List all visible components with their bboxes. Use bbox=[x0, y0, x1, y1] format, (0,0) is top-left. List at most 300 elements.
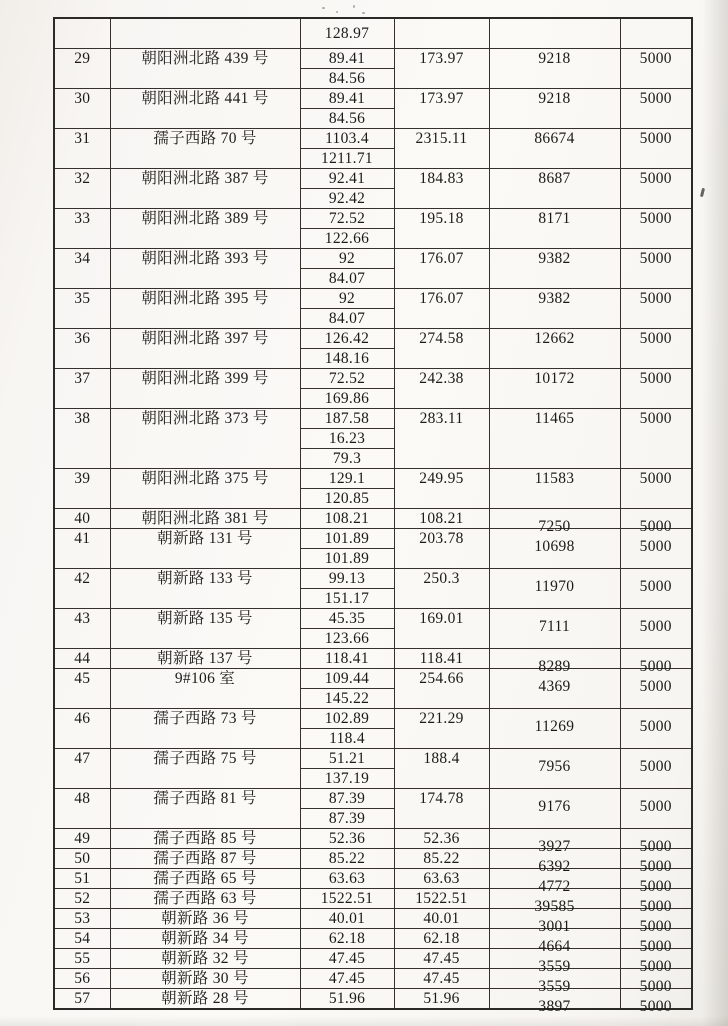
total-cell-text: 47.45 bbox=[423, 969, 460, 987]
row-number-cell-text: 30 bbox=[74, 89, 91, 107]
total-cell bbox=[394, 468, 489, 508]
amount-cell bbox=[489, 18, 620, 48]
row-number-cell-text: 50 bbox=[74, 849, 91, 867]
table-row bbox=[54, 328, 692, 348]
scan-speck bbox=[336, 11, 338, 13]
total-cell-text: 108.21 bbox=[419, 509, 464, 527]
value-cell bbox=[300, 748, 394, 768]
amount-cell-text: 11970 bbox=[534, 577, 575, 595]
value-cell-text: 87.39 bbox=[328, 789, 366, 807]
fee-cell-text: 5000 bbox=[639, 977, 672, 995]
value-cell-text: 1211.71 bbox=[321, 149, 373, 167]
row-number-cell bbox=[54, 968, 110, 988]
table-row bbox=[54, 668, 692, 688]
row-number-cell-text: 43 bbox=[74, 609, 91, 627]
row-number-cell-text: 52 bbox=[74, 889, 91, 907]
address-cell-text: 朝新路 131 号 bbox=[157, 529, 253, 547]
table-row bbox=[54, 948, 692, 968]
value-cell-text: 63.63 bbox=[328, 869, 366, 887]
table-body bbox=[54, 18, 692, 1015]
value-cell-text: 128.97 bbox=[324, 25, 370, 42]
row-number-cell-text: 39 bbox=[74, 469, 91, 487]
address-cell bbox=[110, 788, 300, 828]
value-cell bbox=[300, 568, 394, 588]
row-number-cell bbox=[54, 408, 110, 468]
address-cell bbox=[110, 88, 300, 128]
table-row bbox=[54, 208, 692, 228]
amount-cell-text: 3559 bbox=[538, 977, 571, 995]
value-cell-text: 151.17 bbox=[324, 589, 370, 607]
row-number-cell bbox=[54, 568, 110, 608]
value-cell bbox=[300, 988, 394, 1009]
fee-cell-text: 5000 bbox=[639, 797, 672, 815]
total-cell bbox=[394, 568, 489, 608]
row-number-cell-text: 32 bbox=[74, 169, 91, 187]
total-cell bbox=[394, 608, 489, 648]
address-cell bbox=[110, 608, 300, 648]
row-number-cell bbox=[54, 608, 110, 648]
row-number-cell bbox=[54, 368, 110, 408]
scan-speck bbox=[362, 12, 365, 14]
value-cell bbox=[300, 88, 394, 108]
value-cell bbox=[300, 168, 394, 188]
fee-cell bbox=[620, 608, 692, 648]
fee-cell bbox=[620, 208, 692, 248]
value-cell-text: 92.42 bbox=[328, 189, 366, 207]
address-cell-text: 朝阳洲北路 375 号 bbox=[141, 469, 269, 487]
fee-cell-text: 5000 bbox=[639, 757, 672, 775]
amount-cell bbox=[489, 648, 620, 675]
address-cell bbox=[110, 128, 300, 168]
fee-cell bbox=[620, 88, 692, 128]
address-cell bbox=[110, 948, 300, 968]
value-cell-text: 45.35 bbox=[328, 609, 366, 627]
amount-cell-text: 9382 bbox=[538, 289, 571, 307]
fee-cell bbox=[620, 708, 692, 748]
value-cell bbox=[300, 248, 394, 268]
address-cell-text: 孺子西路 75 号 bbox=[153, 749, 257, 767]
value-cell-text: 52.36 bbox=[328, 829, 366, 847]
row-number-cell bbox=[54, 248, 110, 288]
value-cell bbox=[300, 928, 394, 948]
value-cell-text: 108.21 bbox=[324, 509, 370, 527]
amount-cell bbox=[489, 708, 620, 748]
total-cell bbox=[394, 928, 489, 948]
amount-cell bbox=[489, 128, 620, 168]
fee-cell-text: 5000 bbox=[639, 129, 672, 147]
value-cell-text: 40.01 bbox=[328, 909, 366, 927]
row-number-cell bbox=[54, 528, 110, 568]
address-cell-text: 朝新路 32 号 bbox=[161, 949, 249, 967]
fee-cell-text: 5000 bbox=[639, 89, 672, 107]
row-number-cell bbox=[54, 468, 110, 508]
total-cell bbox=[394, 18, 489, 48]
total-cell-text: 173.97 bbox=[419, 89, 464, 107]
fee-cell-text: 5000 bbox=[639, 209, 672, 227]
value-cell-text: 62.18 bbox=[328, 929, 366, 947]
amount-cell-text: 9382 bbox=[538, 249, 571, 267]
table-row bbox=[54, 888, 692, 908]
value-cell bbox=[300, 148, 394, 168]
amount-cell bbox=[489, 328, 620, 368]
value-cell bbox=[300, 48, 394, 68]
table-row bbox=[54, 168, 692, 188]
value-cell-text: 99.13 bbox=[328, 569, 366, 587]
fee-cell-text: 5000 bbox=[639, 617, 672, 635]
row-number-cell-text: 31 bbox=[74, 129, 91, 147]
address-cell bbox=[110, 368, 300, 408]
address-cell bbox=[110, 888, 300, 908]
row-number-cell bbox=[54, 888, 110, 908]
value-cell-text: 148.16 bbox=[324, 349, 370, 367]
address-cell-text: 朝阳洲北路 381 号 bbox=[141, 509, 269, 527]
total-cell-text: 250.3 bbox=[423, 569, 460, 587]
value-cell-text: 51.96 bbox=[328, 989, 366, 1007]
value-cell bbox=[300, 468, 394, 488]
row-number-cell bbox=[54, 948, 110, 968]
total-cell-text: 51.96 bbox=[423, 989, 460, 1007]
total-cell bbox=[394, 948, 489, 968]
fee-cell-text: 5000 bbox=[639, 409, 672, 427]
value-cell-text: 109.44 bbox=[324, 669, 370, 687]
address-cell-text: 朝阳洲北路 439 号 bbox=[141, 49, 269, 67]
value-cell bbox=[300, 528, 394, 548]
fee-cell-text: 5000 bbox=[639, 329, 672, 347]
amount-cell bbox=[489, 368, 620, 408]
row-number-cell-text: 47 bbox=[74, 749, 91, 767]
table-row bbox=[54, 408, 692, 428]
address-cell bbox=[110, 848, 300, 868]
address-cell bbox=[110, 18, 300, 48]
total-cell-text: 176.07 bbox=[419, 249, 464, 267]
row-number-cell bbox=[54, 128, 110, 168]
total-cell-text: 52.36 bbox=[423, 829, 460, 847]
row-number-cell bbox=[54, 88, 110, 128]
row-number-cell-text: 44 bbox=[74, 649, 91, 667]
address-cell-text: 朝阳洲北路 441 号 bbox=[141, 89, 269, 107]
address-cell-text: 孺子西路 63 号 bbox=[153, 889, 257, 907]
value-cell-text: 72.52 bbox=[328, 369, 366, 387]
amount-cell-text: 86674 bbox=[534, 129, 575, 147]
fee-cell bbox=[620, 328, 692, 368]
fee-cell-text: 5000 bbox=[639, 877, 672, 895]
table-row bbox=[54, 568, 692, 588]
value-cell-text: 89.41 bbox=[328, 89, 366, 107]
total-cell bbox=[394, 848, 489, 868]
total-cell-text: 173.97 bbox=[419, 49, 464, 67]
row-number-cell-text: 45 bbox=[74, 669, 91, 687]
value-cell-text: 84.07 bbox=[328, 309, 366, 327]
total-cell bbox=[394, 528, 489, 568]
value-cell bbox=[300, 828, 394, 848]
address-cell bbox=[110, 908, 300, 928]
value-cell bbox=[300, 188, 394, 208]
table-row bbox=[54, 988, 692, 1009]
row-number-cell bbox=[54, 928, 110, 948]
value-cell-text: 89.41 bbox=[328, 49, 366, 67]
amount-cell-text: 11583 bbox=[534, 469, 575, 487]
address-cell-text: 孺子西路 81 号 bbox=[153, 789, 257, 807]
address-cell bbox=[110, 568, 300, 608]
fee-cell-text: 5000 bbox=[639, 517, 672, 535]
value-cell-text: 1103.4 bbox=[325, 129, 369, 147]
row-number-cell bbox=[54, 988, 110, 1009]
row-number-cell bbox=[54, 788, 110, 828]
value-cell-text: 1522.51 bbox=[320, 889, 374, 907]
table-row bbox=[54, 608, 692, 628]
address-cell-text: 孺子西路 85 号 bbox=[153, 829, 257, 847]
row-number-cell bbox=[54, 48, 110, 88]
total-cell bbox=[394, 328, 489, 368]
row-number-cell bbox=[54, 828, 110, 848]
total-cell bbox=[394, 408, 489, 468]
address-cell bbox=[110, 748, 300, 788]
fee-cell-text: 5000 bbox=[639, 469, 672, 487]
fee-cell-text: 5000 bbox=[639, 917, 672, 935]
table-row bbox=[54, 648, 692, 668]
value-cell-text: 137.19 bbox=[324, 769, 370, 787]
value-cell bbox=[300, 508, 394, 528]
address-cell bbox=[110, 408, 300, 468]
amount-cell bbox=[489, 288, 620, 328]
row-number-cell bbox=[54, 18, 110, 48]
value-cell-text: 129.1 bbox=[328, 469, 366, 487]
address-cell bbox=[110, 648, 300, 668]
value-cell bbox=[300, 18, 394, 48]
total-cell bbox=[394, 868, 489, 888]
amount-cell-text: 9218 bbox=[538, 49, 571, 67]
row-number-cell bbox=[54, 708, 110, 748]
value-cell-text: 102.89 bbox=[324, 709, 370, 727]
value-cell bbox=[300, 728, 394, 748]
fee-cell bbox=[620, 788, 692, 828]
total-cell-text: 40.01 bbox=[423, 909, 460, 927]
amount-cell bbox=[489, 168, 620, 208]
amount-cell-text: 8687 bbox=[538, 169, 571, 187]
value-cell bbox=[300, 968, 394, 988]
fee-cell-text: 5000 bbox=[639, 837, 672, 855]
value-cell bbox=[300, 948, 394, 968]
address-cell-text: 孺子西路 73 号 bbox=[153, 709, 257, 727]
address-cell-text: 朝新路 137 号 bbox=[157, 649, 253, 667]
total-cell-text: 254.66 bbox=[419, 669, 464, 687]
value-cell bbox=[300, 848, 394, 868]
total-cell bbox=[394, 368, 489, 408]
total-cell-text: 195.18 bbox=[419, 209, 464, 227]
address-cell bbox=[110, 868, 300, 888]
row-number-cell bbox=[54, 168, 110, 208]
row-number-cell-text: 51 bbox=[74, 869, 91, 887]
table-row bbox=[54, 828, 692, 848]
table-row bbox=[54, 788, 692, 808]
fee-cell-text: 5000 bbox=[639, 957, 672, 975]
fee-cell bbox=[620, 748, 692, 788]
amount-cell bbox=[489, 248, 620, 288]
value-cell bbox=[300, 208, 394, 228]
fee-cell bbox=[620, 408, 692, 468]
fee-cell bbox=[620, 508, 692, 535]
value-cell bbox=[300, 868, 394, 888]
address-cell-text: 9#106 室 bbox=[174, 669, 236, 687]
address-cell-text: 孺子西路 87 号 bbox=[153, 849, 257, 867]
amount-cell-text: 3001 bbox=[538, 917, 571, 935]
amount-cell-text: 6392 bbox=[538, 857, 571, 875]
amount-cell-text: 7956 bbox=[538, 757, 571, 775]
value-cell-text: 87.39 bbox=[328, 809, 366, 827]
row-number-cell-text: 54 bbox=[74, 929, 91, 947]
scan-speck bbox=[322, 7, 325, 9]
table-row bbox=[54, 88, 692, 108]
amount-cell-text: 9176 bbox=[538, 797, 571, 815]
total-cell-text: 242.38 bbox=[419, 369, 464, 387]
amount-cell bbox=[489, 788, 620, 828]
amount-cell-text: 11465 bbox=[534, 409, 575, 427]
address-cell bbox=[110, 328, 300, 368]
row-number-cell-text: 38 bbox=[74, 409, 91, 427]
total-cell-text: 203.78 bbox=[419, 529, 464, 547]
value-cell-text: 169.86 bbox=[324, 389, 370, 407]
address-cell-text: 朝新路 34 号 bbox=[161, 929, 249, 947]
total-cell bbox=[394, 888, 489, 908]
fee-cell-text: 5000 bbox=[639, 369, 672, 387]
total-cell bbox=[394, 708, 489, 748]
total-cell-text: 221.29 bbox=[419, 709, 464, 727]
total-cell bbox=[394, 988, 489, 1009]
address-cell-text: 朝阳洲北路 397 号 bbox=[141, 329, 269, 347]
row-number-cell-text: 33 bbox=[74, 209, 91, 227]
partial-carryover-row bbox=[54, 18, 692, 48]
value-cell bbox=[300, 328, 394, 348]
total-cell bbox=[394, 668, 489, 708]
amount-cell bbox=[489, 48, 620, 88]
value-cell bbox=[300, 488, 394, 508]
table-row bbox=[54, 968, 692, 988]
value-cell bbox=[300, 228, 394, 248]
address-cell bbox=[110, 508, 300, 528]
total-cell-text: 118.41 bbox=[419, 649, 464, 667]
row-number-cell bbox=[54, 908, 110, 928]
ink-mark bbox=[700, 188, 705, 197]
amount-cell bbox=[489, 208, 620, 248]
total-cell-text: 188.4 bbox=[423, 749, 460, 767]
row-number-cell bbox=[54, 508, 110, 528]
amount-cell bbox=[489, 508, 620, 535]
row-number-cell bbox=[54, 848, 110, 868]
total-cell bbox=[394, 288, 489, 328]
total-cell bbox=[394, 828, 489, 848]
amount-cell bbox=[489, 88, 620, 128]
row-number-cell-text: 55 bbox=[74, 949, 91, 967]
fee-cell-text: 5000 bbox=[639, 249, 672, 267]
address-cell-text: 朝新路 133 号 bbox=[157, 569, 253, 587]
value-cell bbox=[300, 128, 394, 148]
fee-cell bbox=[620, 828, 692, 855]
table-row bbox=[54, 908, 692, 928]
fee-cell-text: 5000 bbox=[639, 657, 672, 675]
address-cell bbox=[110, 468, 300, 508]
address-cell-text: 朝阳洲北路 373 号 bbox=[141, 409, 269, 427]
fee-cell bbox=[620, 568, 692, 608]
address-cell bbox=[110, 668, 300, 708]
value-cell-text: 101.89 bbox=[324, 529, 370, 547]
row-number-cell-text: 35 bbox=[74, 289, 91, 307]
address-cell bbox=[110, 528, 300, 568]
address-cell bbox=[110, 828, 300, 848]
amount-cell-text: 7111 bbox=[538, 617, 571, 635]
table-row bbox=[54, 288, 692, 308]
amount-cell-text: 3897 bbox=[538, 997, 571, 1015]
address-cell-text: 孺子西路 65 号 bbox=[153, 869, 257, 887]
total-cell bbox=[394, 508, 489, 528]
amount-cell-text: 3559 bbox=[538, 957, 571, 975]
value-cell bbox=[300, 768, 394, 788]
address-cell-text: 朝新路 30 号 bbox=[161, 969, 249, 987]
total-cell bbox=[394, 88, 489, 128]
row-number-cell-text: 41 bbox=[74, 529, 91, 547]
value-cell-text: 51.21 bbox=[328, 749, 366, 767]
total-cell-text: 184.83 bbox=[419, 169, 464, 187]
address-cell-text: 朝新路 28 号 bbox=[161, 989, 249, 1007]
amount-cell-text: 3927 bbox=[538, 837, 571, 855]
amount-cell bbox=[489, 748, 620, 788]
value-cell-text: 187.58 bbox=[324, 409, 370, 427]
value-cell bbox=[300, 448, 394, 468]
value-cell-text: 120.85 bbox=[324, 489, 370, 507]
value-cell bbox=[300, 288, 394, 308]
value-cell bbox=[300, 108, 394, 128]
table-row bbox=[54, 508, 692, 528]
amount-cell bbox=[489, 608, 620, 648]
total-cell-text: 85.22 bbox=[423, 849, 460, 867]
value-cell bbox=[300, 348, 394, 368]
amount-cell-text: 11269 bbox=[534, 717, 575, 735]
fee-cell-text: 5000 bbox=[639, 997, 672, 1015]
fee-cell-text: 5000 bbox=[639, 577, 672, 595]
amount-cell-text: 4369 bbox=[538, 677, 571, 695]
total-cell bbox=[394, 208, 489, 248]
row-number-cell-text: 48 bbox=[74, 789, 91, 807]
value-cell bbox=[300, 688, 394, 708]
fee-cell-text: 5000 bbox=[639, 169, 672, 187]
fee-cell-text: 5000 bbox=[639, 897, 672, 915]
fee-cell-text: 5000 bbox=[639, 717, 672, 735]
value-cell bbox=[300, 268, 394, 288]
value-cell-text: 92 bbox=[338, 289, 356, 307]
amount-cell-text: 7250 bbox=[538, 517, 571, 535]
total-cell bbox=[394, 168, 489, 208]
table-row bbox=[54, 868, 692, 888]
value-cell-text: 79.3 bbox=[332, 449, 362, 467]
value-cell-text: 101.89 bbox=[324, 549, 370, 567]
value-cell-text: 47.45 bbox=[328, 969, 366, 987]
value-cell bbox=[300, 648, 394, 668]
fee-cell bbox=[620, 248, 692, 288]
value-cell bbox=[300, 668, 394, 688]
total-cell-text: 47.45 bbox=[423, 949, 460, 967]
value-cell bbox=[300, 888, 394, 908]
address-cell bbox=[110, 968, 300, 988]
fee-cell-text: 5000 bbox=[639, 857, 672, 875]
value-cell-text: 118.41 bbox=[325, 649, 369, 667]
value-cell-text: 84.56 bbox=[328, 69, 366, 87]
table-row bbox=[54, 48, 692, 68]
total-cell-text: 63.63 bbox=[423, 869, 460, 887]
table-row bbox=[54, 708, 692, 728]
value-cell-text: 85.22 bbox=[328, 849, 366, 867]
total-cell bbox=[394, 968, 489, 988]
total-cell-text: 249.95 bbox=[419, 469, 464, 487]
row-number-cell bbox=[54, 668, 110, 708]
